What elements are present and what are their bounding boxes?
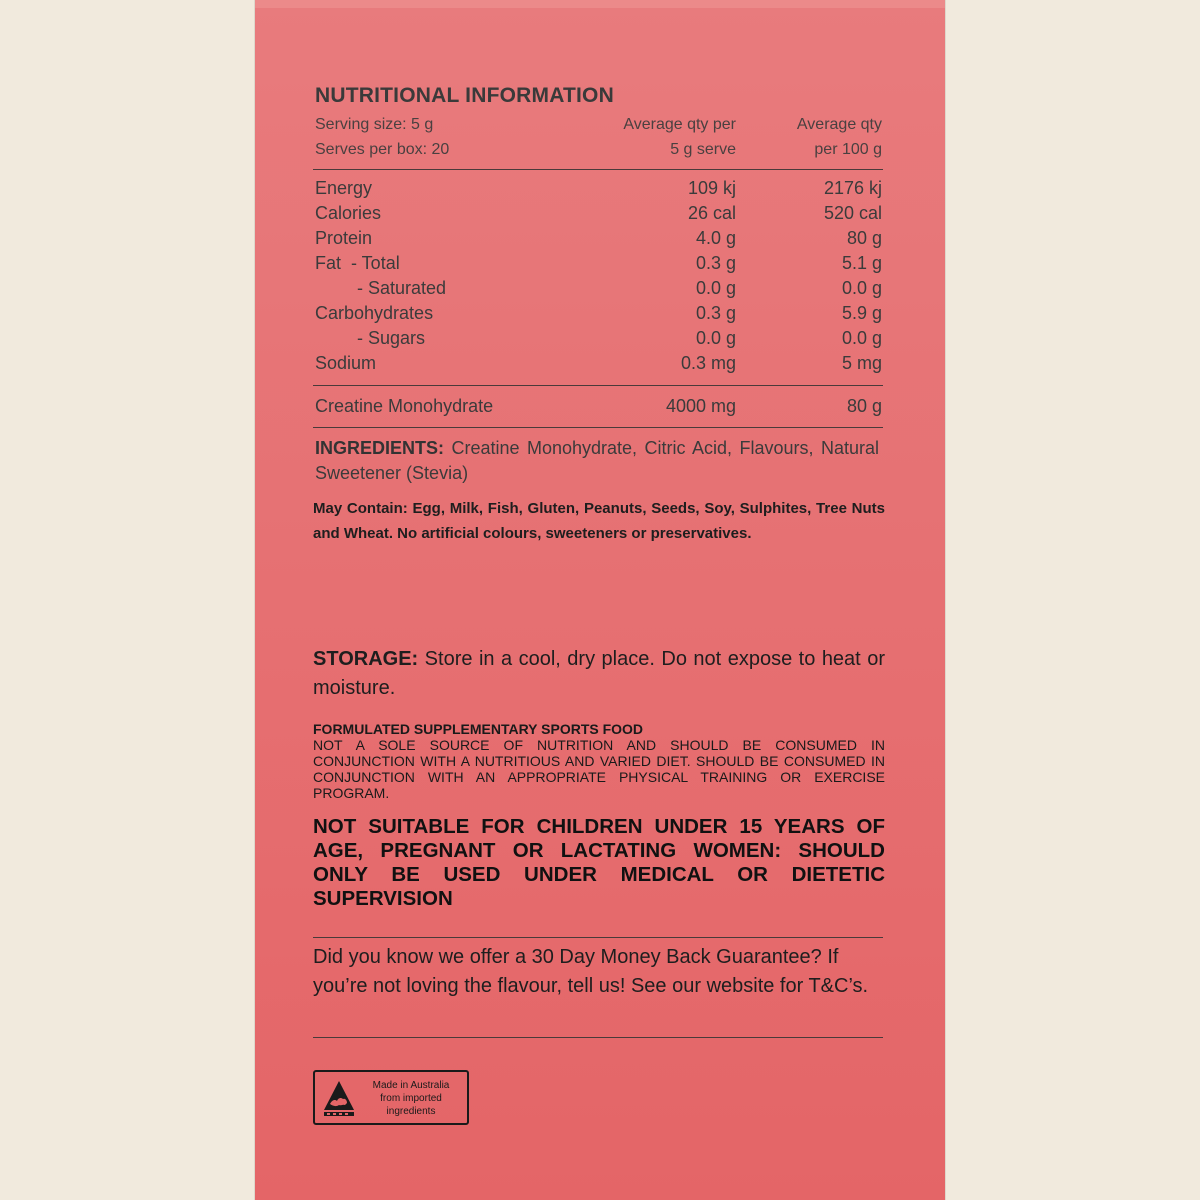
warning-statement: NOT SUITABLE FOR CHILDREN UNDER 15 YEARS OF AGE, PREGNANT OR LACTATING WOMEN: SHOULD ONLY BE USED UNDER MEDICAL OR DIETETIC SUPERVISION [313,815,885,910]
nutrition-row [315,303,882,328]
storage-label: STORAGE: [313,648,419,670]
nutrient-name: - Saturated [357,278,447,298]
nutrient-per-serve: 109 kj [687,178,736,198]
nutrient-name: - Sugars [357,328,426,348]
col-per-serve-header-2: 5 g serve [670,141,736,158]
col-per-serve-header-1: Average qty per [623,116,736,133]
allergen-statement: May Contain: Egg, Milk, Fish, Gluten, Peanuts, Seeds, Soy, Sulphites, Tree Nuts and Wheat. No artificial colours, sweeteners or preservatives. [313,500,885,542]
nutrient-per-100g: 5 mg [841,353,882,373]
nutrition-row [315,203,882,228]
nutrient-name: Calories [315,203,382,223]
guarantee-bottom-divider [313,1037,883,1038]
nutrition-row [315,178,882,203]
nutrition-row [315,328,882,353]
box-top-flap [255,0,945,8]
nutrient-name: Energy [315,178,373,198]
ingredients-label: INGREDIENTS: [315,438,445,458]
nutrient-per-serve: 4000 mg [665,396,736,416]
guarantee-text: Did you know we offer a 30 Day Money Back Guarantee? If you’re not loving the flavour, tell us! See our website for T&C’s. [313,946,869,997]
nutrient-name: Creatine Monohydrate [315,396,494,416]
nutrient-per-100g: 5.9 g [841,303,882,323]
nutrient-name: Protein [315,228,373,248]
nutrient-name: Sodium [315,353,377,373]
col-per-100g-header-1: Average qty [796,116,882,133]
ingredients-text: Creatine Monohydrate, Citric Acid, Flavours, Natural Sweetener (Stevia) [315,438,879,483]
made-in-australia-badge [313,1070,469,1125]
made-in-text [359,1079,463,1118]
nutrition-row [315,278,882,303]
col-per-100g-header-2: per 100 g [814,141,882,158]
nutrient-name: Carbohydrates [315,303,434,323]
nutrient-per-serve: 0.3 mg [680,353,736,373]
made-in-line-1: Made in Australia [372,1080,450,1091]
nutrient-name: Fat - Total [315,253,400,273]
nutrition-row [315,253,882,278]
nutrient-per-serve: 0.3 g [695,303,736,323]
nutrient-per-serve: 4.0 g [695,228,736,248]
nutrient-per-serve: 0.0 g [695,328,736,348]
storage-text: Store in a cool, dry place. Do not expose to heat or moisture. [313,648,885,699]
nutrient-per-serve: 26 cal [687,203,736,223]
table-divider [313,385,883,386]
creatine-row [315,396,882,421]
made-in-line-3: ingredients [386,1106,436,1117]
nutrient-per-serve: 0.0 g [695,278,736,298]
ingredients-block [315,436,879,486]
nutrient-per-100g: 520 cal [823,203,882,223]
fssf-title: FORMULATED SUPPLEMENTARY SPORTS FOOD [313,721,644,737]
storage-block [313,645,885,703]
australia-triangle-icon [323,1080,355,1118]
guarantee-top-divider [313,937,883,938]
nutrition-title: NUTRITIONAL INFORMATION [315,84,614,107]
nutrient-per-100g: 80 g [846,396,882,416]
serves-per-box: Serves per box: 20 [315,141,450,158]
made-in-line-2: from imported [380,1093,442,1104]
nutrition-row [315,228,882,253]
nutrient-per-100g: 2176 kj [823,178,882,198]
nutrient-per-100g: 5.1 g [841,253,882,273]
nutrient-per-serve: 0.3 g [695,253,736,273]
nutrient-per-100g: 80 g [846,228,882,248]
serving-size: Serving size: 5 g [315,116,434,133]
table-divider [313,169,883,170]
nutrient-per-100g: 0.0 g [841,278,882,298]
fssf-body: NOT A SOLE SOURCE OF NUTRITION AND SHOULD BE CONSUMED IN CONJUNCTION WITH A NUTRITIOUS AND VARIED DIET. SHOULD BE CONSUMED IN CONJUNCTION WITH AN APPROPRIATE PHYSICAL TRAINING OR EXERCISE PROGRAM. [313,737,885,801]
nutrient-per-100g: 0.0 g [841,328,882,348]
table-divider [313,427,883,428]
nutrition-row [315,353,882,378]
